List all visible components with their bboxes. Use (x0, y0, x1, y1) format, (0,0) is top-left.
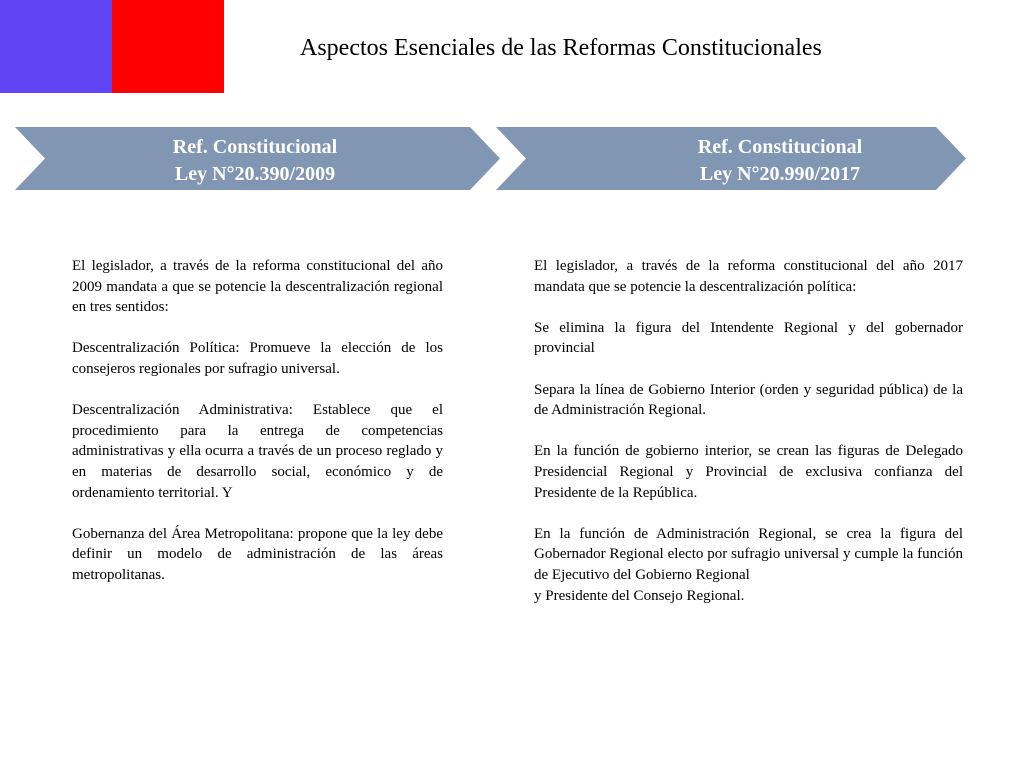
right-column-text (534, 256, 963, 627)
right-paragraph: Se elimina la figura del Intendente Regional y del gobernador provincial (534, 319, 963, 357)
slide-title: Aspectos Esenciales de las Reformas Constitucionales (300, 35, 822, 61)
left-paragraph: Descentralización Política: Promueve la elección de los consejeros regionales por sufragio universal. (72, 340, 443, 377)
right-chevron-line2: Ley N°20.990/2017 (699, 163, 861, 185)
left-paragraph: El legislador, a través de la reforma constitucional del año 2009 mandata a que se potencie la descentralización regional en tres sentidos: (72, 258, 443, 316)
right-chevron-label (645, 134, 915, 188)
left-chevron-line1: Ref. Constitucional (172, 136, 338, 158)
right-paragraph: y Presidente del Consejo Regional. (534, 587, 745, 604)
right-paragraph: En la función de Administración Regional, se crea la figura del Gobernador Regional electo por sufragio universal y cumple la función de Ejecutivo del Gobierno Regional (534, 525, 963, 583)
right-chevron-line1: Ref. Constitucional (697, 136, 863, 158)
left-paragraph: Gobernanza del Área Metropolitana: propone que la ley debe definir un modelo de administración de las áreas metropolitanas. (72, 525, 443, 583)
left-paragraph: Descentralización Administrativa: Establece que el procedimiento para la entrega de competencias administrativas y ella ocurra a través de un proceso reglado y en materias de desarrollo social, económico y de ordenamiento territorial. Y (72, 402, 443, 501)
right-paragraph: El legislador, a través de la reforma constitucional del año 2017 mandata que se potencie la descentralización política: (534, 258, 963, 295)
right-paragraph: Separa la línea de Gobierno Interior (orden y seguridad pública) de la de Administración Regional. (534, 381, 963, 419)
left-chevron-line2: Ley N°20.390/2009 (174, 163, 336, 185)
left-chevron-label (120, 134, 390, 188)
right-paragraph: En la función de gobierno interior, se crean las figuras de Delegado Presidencial Regional y Provincial de exclusiva confianza del Presidente de la República. (534, 443, 963, 501)
left-column-text (72, 256, 443, 606)
